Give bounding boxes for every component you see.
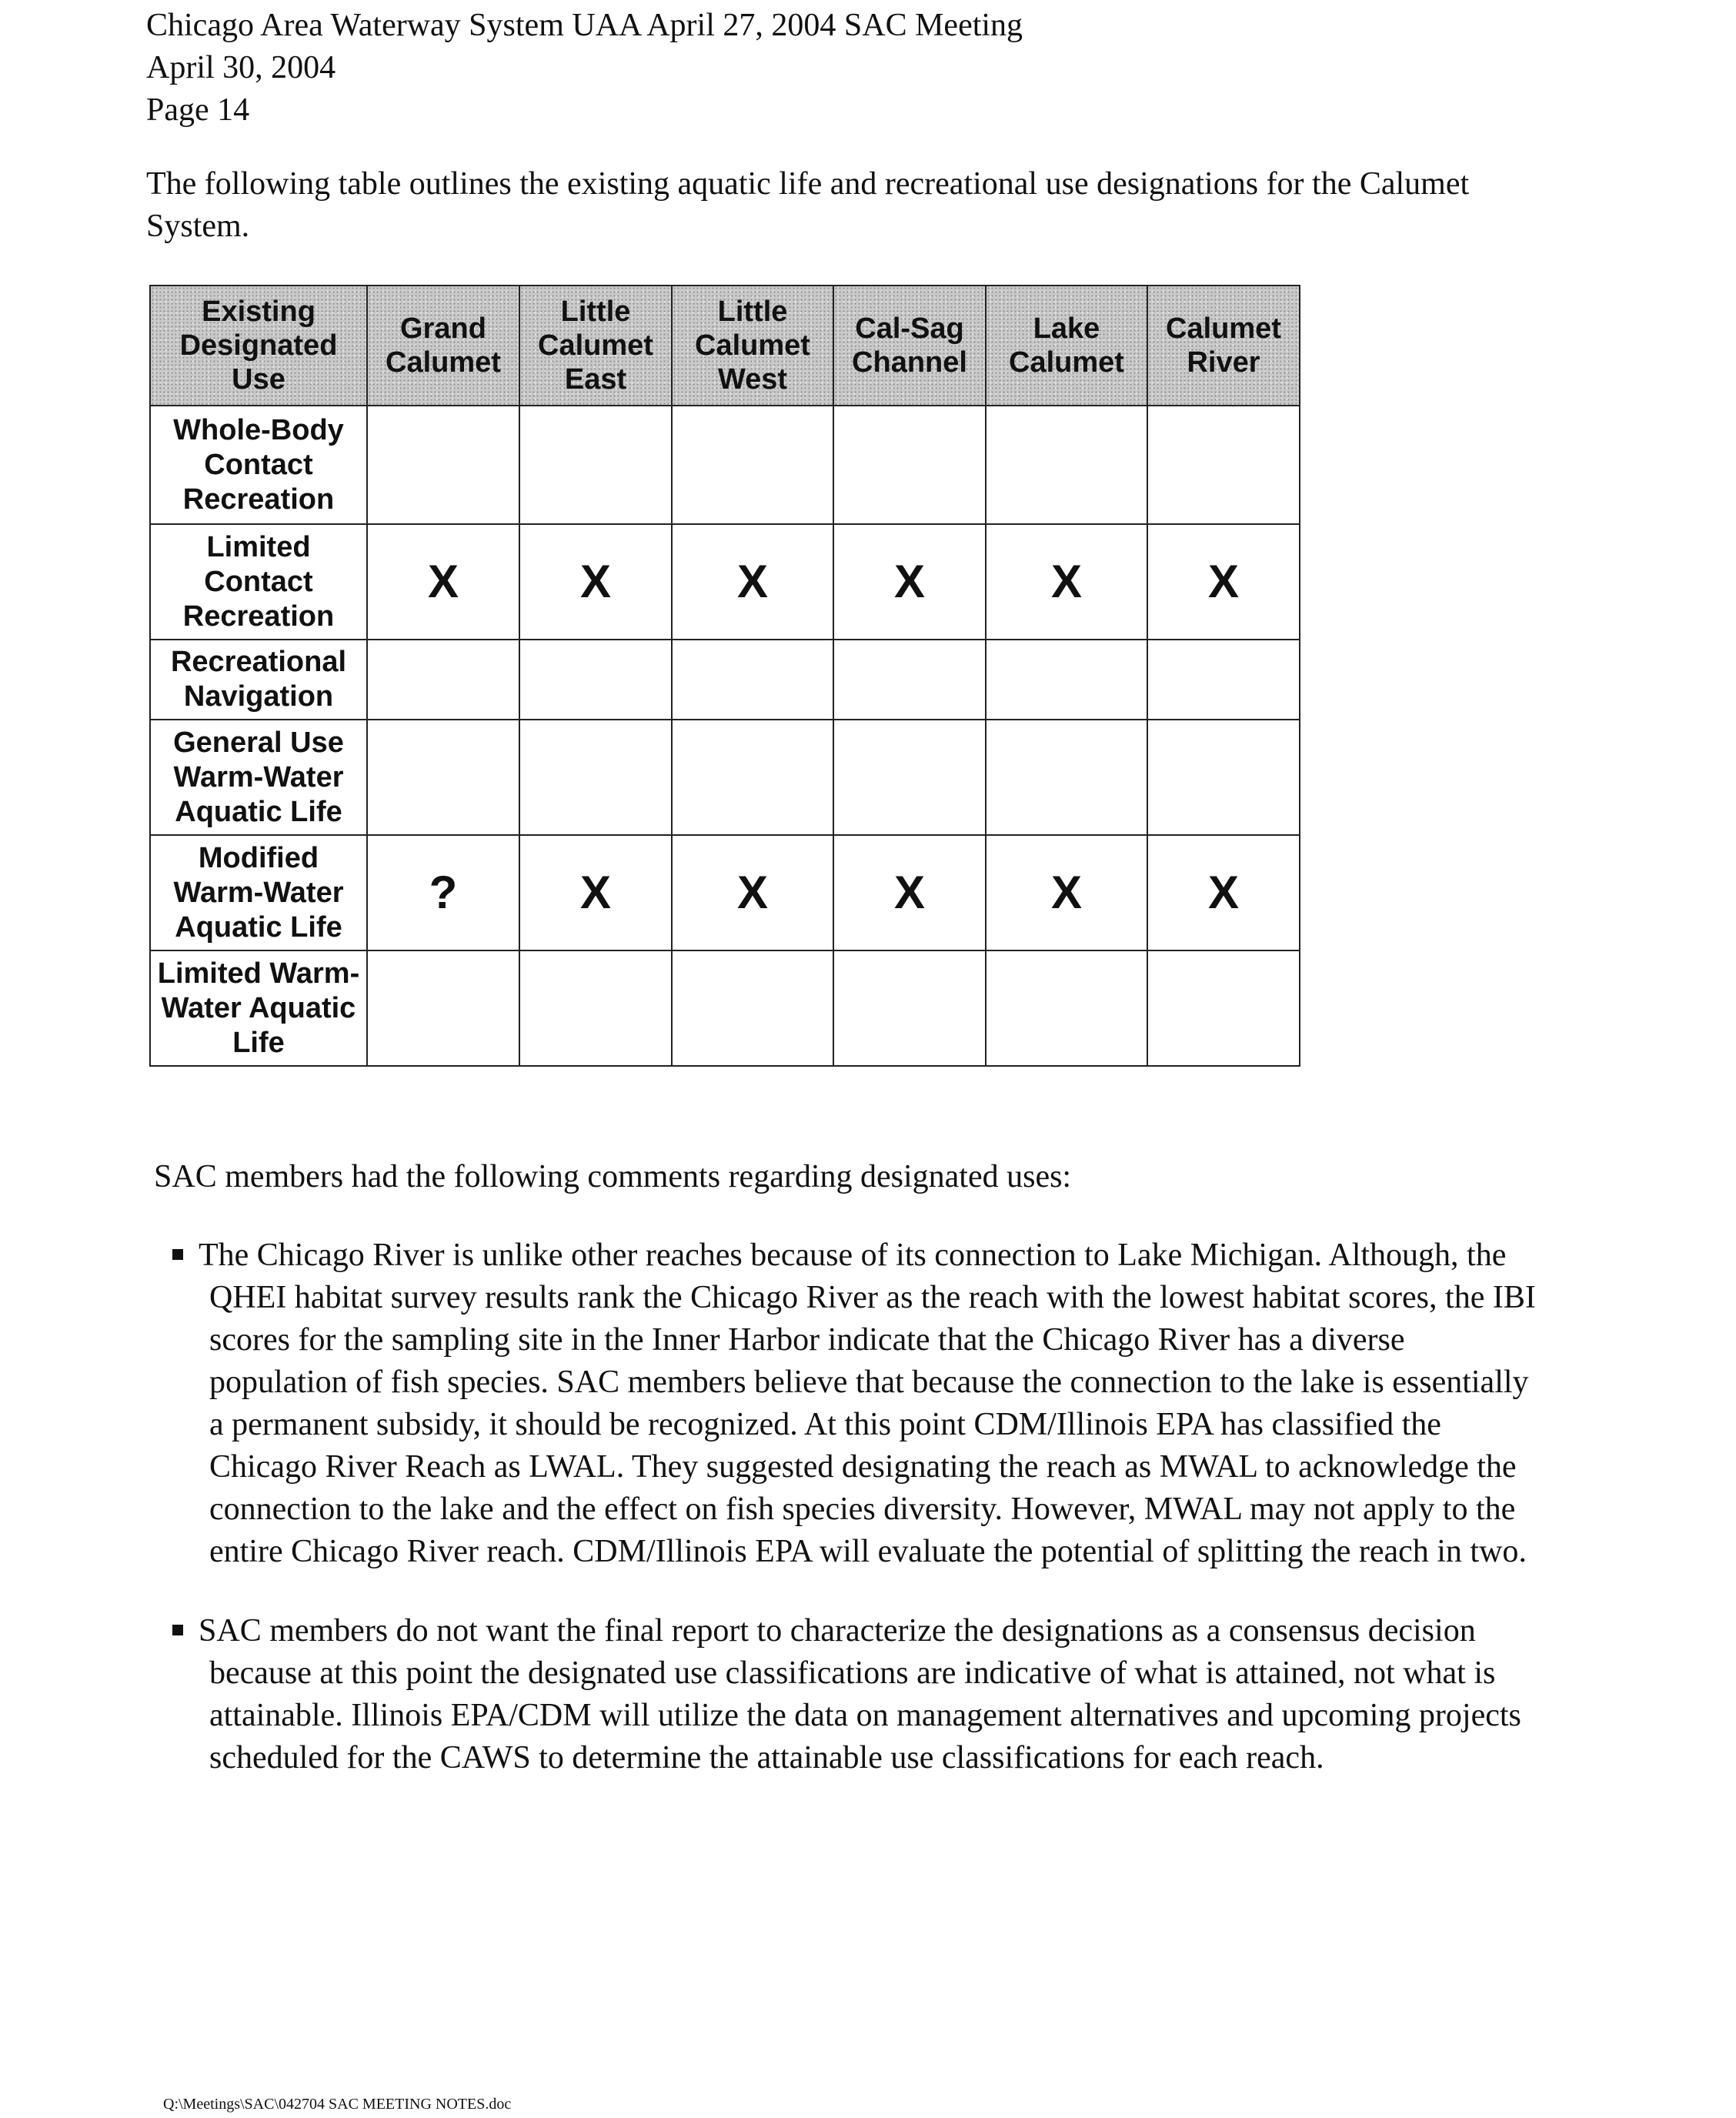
column-header-cal-sag-channel: Cal-Sag Channel [833, 286, 986, 406]
table-cell [367, 950, 519, 1066]
table-row [150, 406, 1300, 524]
table-cell [672, 640, 833, 720]
table-cell [986, 640, 1147, 720]
table-cell [986, 720, 1147, 835]
table-cell: X [1147, 835, 1300, 950]
comments-list [152, 1234, 1537, 1816]
row-label: Modified Warm-Water Aquatic Life [150, 835, 367, 950]
designated-use-table [149, 285, 1300, 1067]
row-label: Recreational Navigation [150, 640, 367, 720]
comments-intro: SAC members had the following comments regarding designated uses: [154, 1159, 1072, 1194]
table-cell [1147, 640, 1300, 720]
file-path-footer: Q:\Meetings\SAC\042704 SAC MEETING NOTES.doc [163, 2096, 512, 2113]
table-row [150, 524, 1300, 640]
table-cell: ? [367, 835, 519, 950]
table-cell: X [833, 835, 986, 950]
comment-text: The Chicago River is unlike other reaches because of its connection to Lake Michigan. Although, the QHEI habitat survey results rank the Chicago River as the reach with the lowest habitat scores, the IBI scores for the sampling site in the Inner Harbor indicate that the Chicago River has a diverse population of fish species. SAC members believe that because the connection to the lake is essentially a permanent subsidy, it should be recognized. At this point CDM/Illinois EPA has classified the Chicago River Reach as LWAL. They suggested designating the reach as MWAL to acknowledge the connection to the lake and the effect on fish species diversity. However, MWAL may not apply to the entire Chicago River reach. CDM/Illinois EPA will evaluate the potential of splitting the reach in two. [199, 1238, 1536, 1569]
table-cell [833, 406, 986, 524]
table-cell: X [672, 835, 833, 950]
table-cell [1147, 720, 1300, 835]
table-cell: X [833, 524, 986, 640]
table-row [150, 835, 1300, 950]
table-cell [519, 720, 672, 835]
row-label: Limited Contact Recreation [150, 524, 367, 640]
column-header-little-calumet-east: Little Calumet East [519, 286, 672, 406]
table-cell [833, 950, 986, 1066]
column-header-calumet-river: Calumet River [1147, 286, 1300, 406]
table-cell: X [672, 524, 833, 640]
table-row [150, 640, 1300, 720]
intro-paragraph: The following table outlines the existing aquatic life and recreational use designations for the Calumet System. [146, 166, 1470, 244]
table-cell: X [986, 835, 1147, 950]
table-cell [672, 950, 833, 1066]
table-cell [672, 406, 833, 524]
table-cell [1147, 406, 1300, 524]
row-label: Limited Warm-Water Aquatic Life [150, 950, 367, 1066]
table-cell [367, 406, 519, 524]
table-cell [367, 720, 519, 835]
header-title: Chicago Area Waterway System UAA April 27, 2004 SAC Meeting [146, 8, 1023, 43]
square-bullet-icon [172, 1249, 183, 1260]
list-item [152, 1610, 1537, 1779]
list-item [152, 1234, 1537, 1573]
comment-text: SAC members do not want the final report to characterize the designations as a consensus decision because at this point the designated use classifications are indicative of what is attained, not what is attainable. Illinois EPA/CDM will utilize the data on management alternatives and upcoming projects scheduled for the CAWS to determine the attainable use classifications for each reach. [199, 1613, 1521, 1776]
table-cell [986, 950, 1147, 1066]
page-header [146, 5, 1023, 132]
column-header-lake-calumet: Lake Calumet [986, 286, 1147, 406]
column-header-little-calumet-west: Little Calumet West [672, 286, 833, 406]
table-cell: X [519, 835, 672, 950]
table-cell: X [986, 524, 1147, 640]
table-cell [672, 720, 833, 835]
square-bullet-icon [172, 1625, 183, 1635]
table-header-row [150, 286, 1300, 406]
column-header-grand-calumet: Grand Calumet [367, 286, 519, 406]
header-page-number: Page 14 [146, 92, 250, 128]
table-cell [833, 640, 986, 720]
table-cell: X [367, 524, 519, 640]
header-date: April 30, 2004 [146, 50, 336, 85]
table-cell: X [1147, 524, 1300, 640]
table-cell [519, 406, 672, 524]
table-row [150, 720, 1300, 835]
table-cell: X [519, 524, 672, 640]
column-header-use: Existing Designated Use [150, 286, 367, 406]
row-label: Whole-Body Contact Recreation [150, 406, 367, 524]
table-cell [519, 640, 672, 720]
table-row [150, 950, 1300, 1066]
table-cell [833, 720, 986, 835]
table-cell [986, 406, 1147, 524]
table-cell [1147, 950, 1300, 1066]
table-cell [519, 950, 672, 1066]
row-label: General Use Warm-Water Aquatic Life [150, 720, 367, 835]
table-cell [367, 640, 519, 720]
